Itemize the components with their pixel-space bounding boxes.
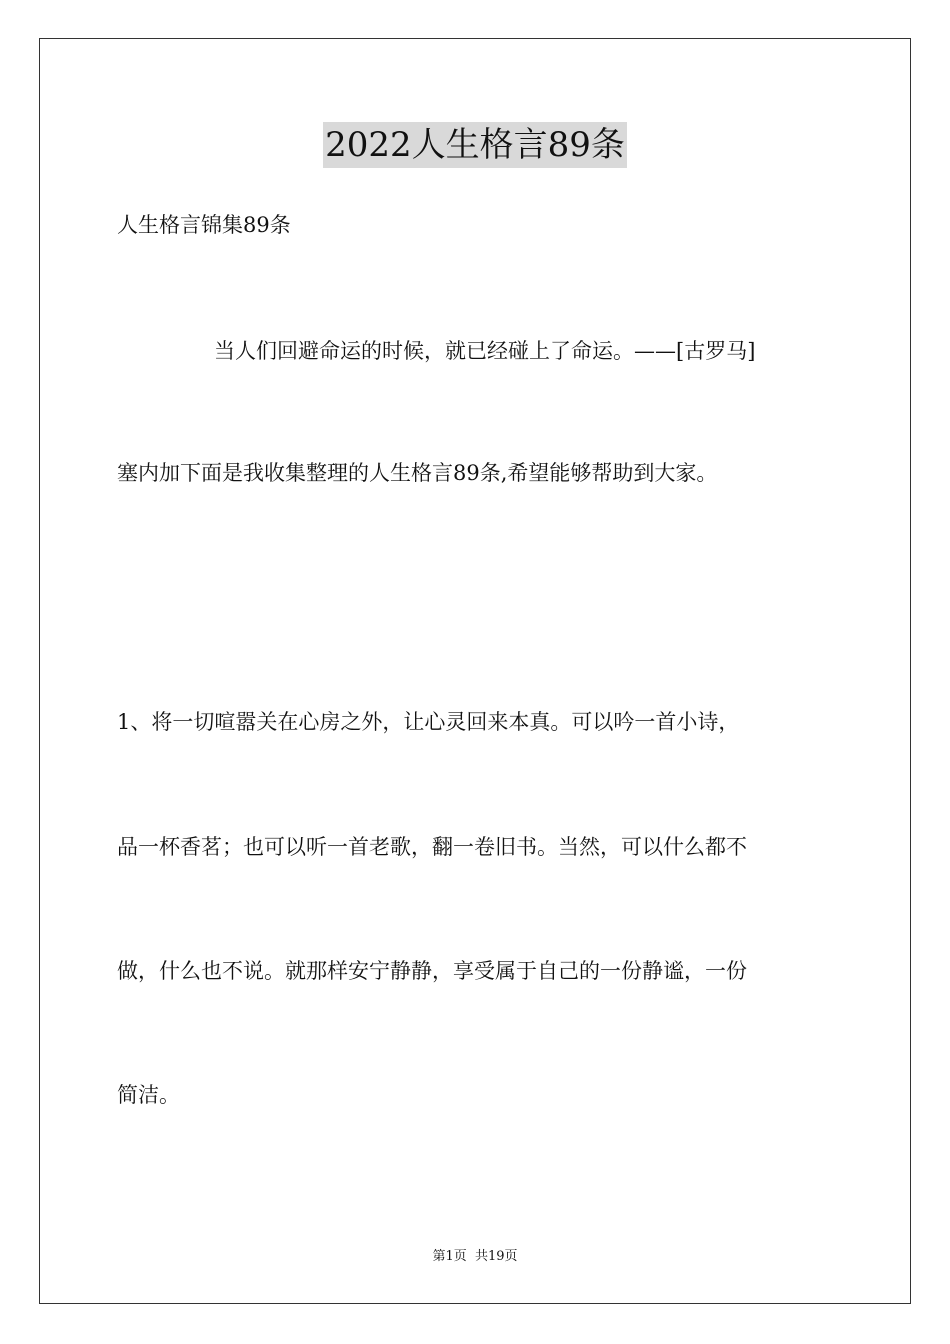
paragraph-line-4: 简洁。 — [117, 1083, 180, 1107]
page-footer — [0, 1248, 950, 1266]
paragraph-line-2: 品一杯香茗；也可以听一首老歌，翻一卷旧书。当然，可以什么都不 — [117, 835, 747, 859]
page-number: 第1页 — [432, 1249, 467, 1264]
intro-line: 塞内加下面是我收集整理的人生格言89条,希望能够帮助到大家。 — [117, 461, 718, 485]
paragraph-line-1: 1、将一切喧嚣关在心房之外，让心灵回来本真。可以吟一首小诗， — [117, 710, 740, 734]
page-total: 共19页 — [474, 1249, 518, 1264]
quote-line: 当人们回避命运的时候，就已经碰上了命运。——[古罗马] — [214, 339, 756, 363]
paragraph-line-3: 做，什么也不说。就那样安宁静静，享受属于自己的一份静谧，一份 — [117, 959, 747, 983]
subtitle-line: 人生格言锦集89条 — [117, 213, 291, 237]
title-container — [0, 122, 950, 168]
document-title: 2022人生格言89条 — [323, 122, 627, 168]
